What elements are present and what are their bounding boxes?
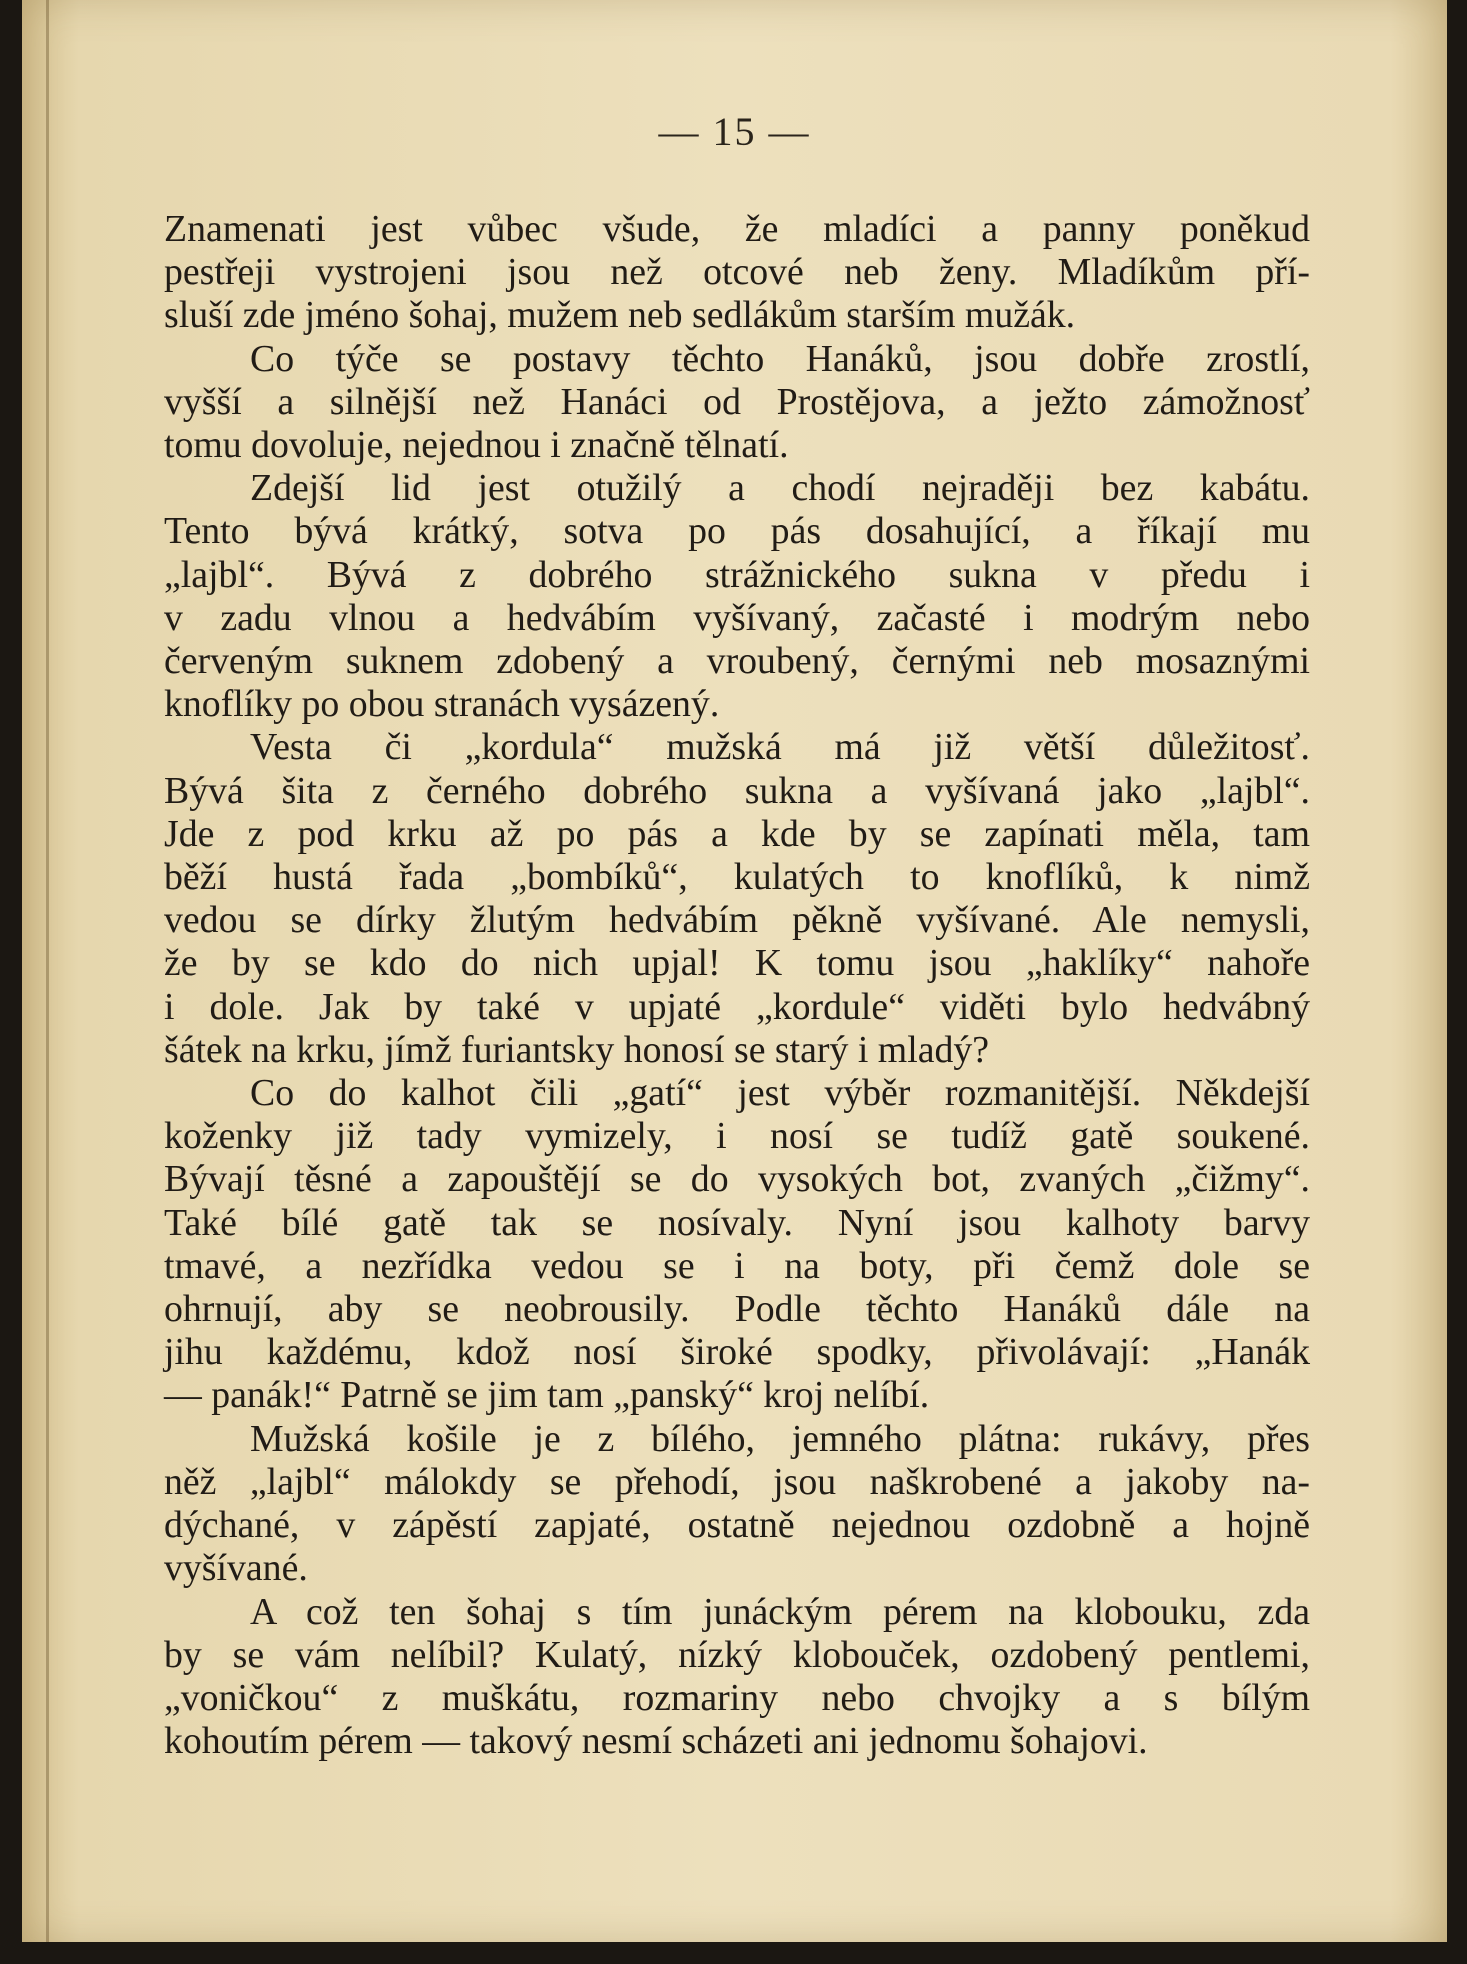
- paragraph: [164, 1591, 1310, 1764]
- paragraph: [164, 338, 1310, 468]
- text-line: šátek na krku, jímž furiantsky honosí se starý i mladý?: [164, 1028, 990, 1071]
- text-line: A což ten šohaj s tím junáckým pérem na klobouku, zda: [250, 1590, 1310, 1633]
- text-line: dýchané, v zápěstí zapjaté, ostatně nejednou ozdobně a hojně: [164, 1504, 1310, 1547]
- text-line: něž „lajbl“ málokdy se přehodí, jsou naškrobené a jakoby na-: [164, 1460, 1310, 1503]
- text-line: — panák!“ Patrně se jim tam „panský“ kroj nelíbí.: [164, 1374, 930, 1417]
- text-line: „voničkou“ z muškátu, rozmariny nebo chvojky a s bílým: [164, 1676, 1310, 1719]
- paragraph: [164, 1072, 1310, 1418]
- text-line: jihu každému, kdož nosí široké spodky, přivolávají: „Hanák: [164, 1331, 1310, 1374]
- paragraph: [164, 726, 1310, 1072]
- text-line: tomu dovoluje, nejednou i značně tělnatí.: [164, 424, 789, 467]
- text-line: Tento bývá krátký, sotva po pás dosahující, a říkají mu: [164, 510, 1310, 553]
- page-gutter-edge: [46, 0, 49, 1942]
- text-line: ohrnují, aby se neobrousily. Podle těchto Hanáků dále na: [164, 1288, 1310, 1331]
- text-line: vyšívané.: [164, 1547, 308, 1590]
- text-line: Jde z pod krku až po pás a kde by se zapínati měla, tam: [164, 812, 1310, 855]
- text-line: Mužská košile je z bílého, jemného plátna: rukávy, přes: [250, 1417, 1310, 1460]
- text-line: Také bílé gatě tak se nosívaly. Nyní jsou kalhoty barvy: [164, 1201, 1310, 1244]
- text-line: červeným suknem zdobený a vroubený, černými neb mosaznými: [164, 640, 1310, 683]
- text-line: tmavé, a nezřídka vedou se i na boty, při čemž dole se: [164, 1244, 1310, 1287]
- text-line: sluší zde jméno šohaj, mužem neb sedlákům starším mužák.: [164, 294, 1076, 337]
- text-line: Bývá šita z černého dobrého sukna a vyšívaná jako „lajbl“.: [164, 769, 1310, 812]
- text-line: pestřeji vystrojeni jsou než otcové neb ženy. Mladíkům pří-: [164, 251, 1310, 294]
- text-line: by se vám nelíbil? Kulatý, nízký klobouček, ozdobený pentlemi,: [164, 1633, 1310, 1676]
- text-line: Vesta či „kordula“ mužská má již větší důležitosť.: [250, 726, 1310, 769]
- text-line: v zadu vlnou a hedvábím vyšívaný, začasté i modrým nebo: [164, 596, 1310, 639]
- book-page: [22, 0, 1447, 1942]
- text-line: Co týče se postavy těchto Hanáků, jsou dobře zrostlí,: [250, 337, 1310, 380]
- text-line: knoflíky po obou stranách vysázený.: [164, 683, 720, 726]
- page-number: — 15 —: [658, 109, 811, 154]
- text-line: Bývají těsné a zapouštějí se do vysokých bot, zvaných „čižmy“.: [164, 1158, 1310, 1201]
- body-text: [164, 208, 1310, 1763]
- text-line: Znamenati jest vůbec všude, že mladíci a panny poněkud: [164, 208, 1310, 250]
- paragraph: [164, 467, 1310, 726]
- paragraph: [164, 208, 1310, 338]
- text-line: vedou se dírky žlutým hedvábím pěkně vyšívané. Ale nemysli,: [164, 899, 1310, 942]
- text-line: Co do kalhot čili „gatí“ jest výběr rozmanitější. Někdejší: [250, 1072, 1310, 1115]
- text-line: i dole. Jak by také v upjaté „kordule“ viděti bylo hedvábný: [164, 985, 1310, 1028]
- text-line: koženky již tady vymizely, i nosí se tudíž gatě soukené.: [164, 1115, 1310, 1158]
- text-line: běží hustá řada „bombíků“, kulatých to knoflíků, k nimž: [164, 856, 1310, 899]
- text-line: „lajbl“. Bývá z dobrého strážnického sukna v předu i: [164, 553, 1310, 596]
- text-line: kohoutím pérem — takový nesmí scházeti ani jednomu šohajovi.: [164, 1720, 1148, 1763]
- paragraph: [164, 1418, 1310, 1591]
- text-line: Zdejší lid jest otužilý a chodí nejraději bez kabátu.: [250, 467, 1310, 510]
- text-line: vyšší a silnější než Hanáci od Prostějova, a ježto zámožnosť: [164, 380, 1310, 423]
- text-line: že by se kdo do nich upjal! K tomu jsou „haklíky“ nahoře: [164, 942, 1310, 985]
